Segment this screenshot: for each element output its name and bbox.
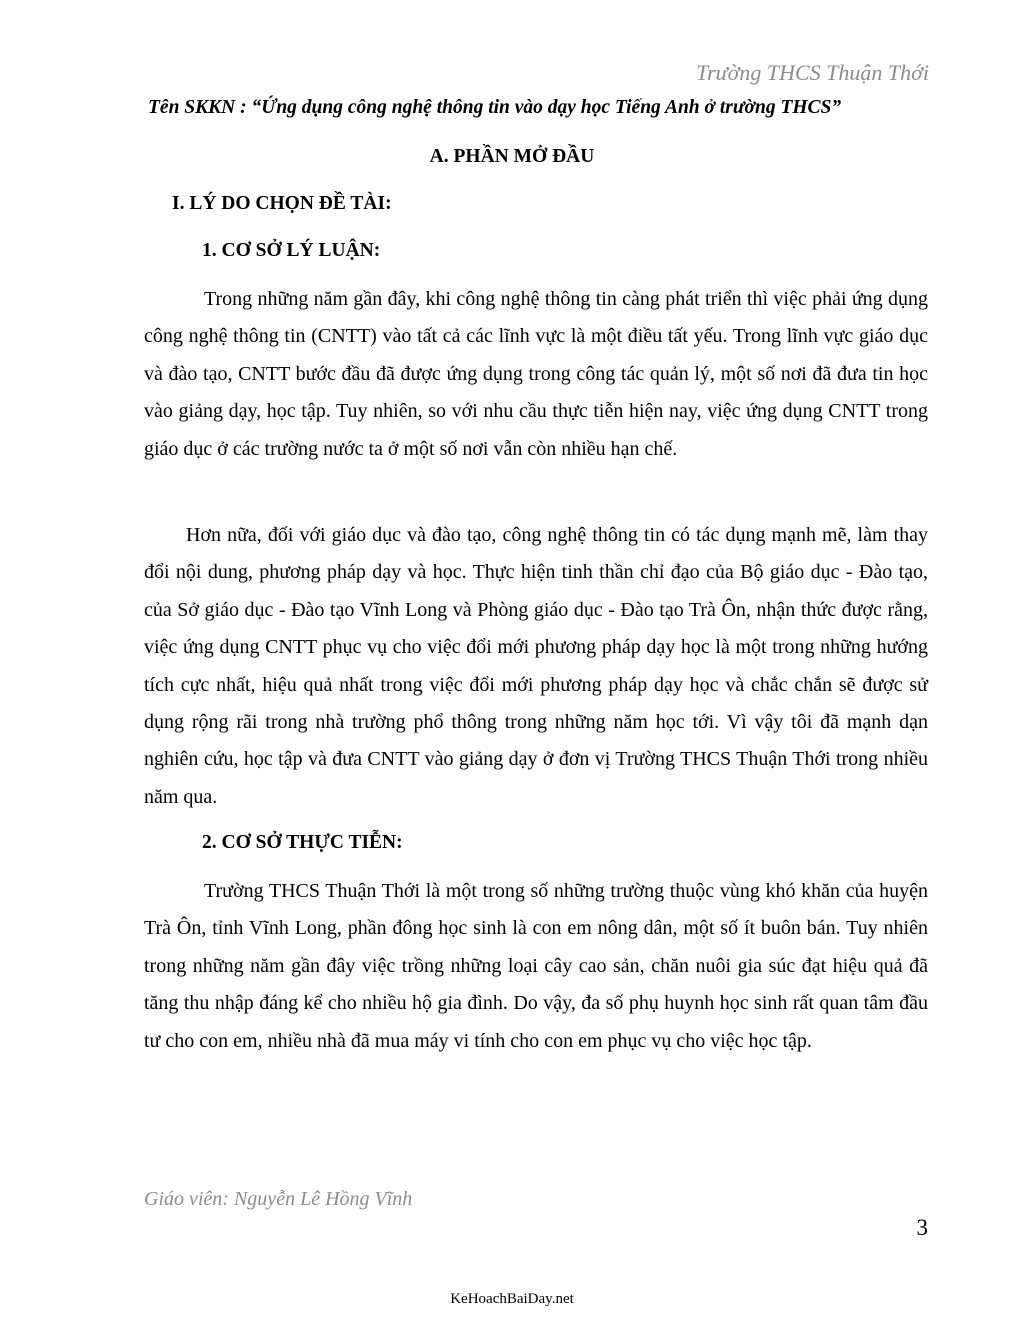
practice-heading: 2. CƠ SỞ THỰC TIỄN:	[202, 832, 403, 853]
document-title: Tên SKKN : “Ứng dụng công nghệ thông tin vào dạy học Tiếng Anh ở trường THCS”	[148, 97, 842, 118]
header-school-name: Trường THCS Thuận Thới	[696, 60, 929, 85]
practice-paragraph-1: Trường THCS Thuận Thới là một trong số những trường thuộc vùng khó khăn của huyện Trà Ôn, tỉnh Vĩnh Long, phần đông học sinh là con em nông dân, một số ít buôn bán. Tuy nhiên trong những năm gần đây việc trồng những loại cây cao sản, chăn nuôi gia súc đạt hiệu quả đã tăng thu nhập đáng kể cho nhiều hộ gia đình. Do vậy, đa số phụ huynh học sinh rất quan tâm đầu tư cho con em, nhiều nhà đã mua máy vi tính cho con em phục vụ cho việc học tập.	[144, 880, 928, 1052]
section-heading: A. PHẦN MỞ ĐẦU	[429, 146, 595, 167]
footer-teacher: Giáo viên: Nguyễn Lê Hồng Vĩnh	[144, 1188, 413, 1210]
theory-paragraph-2: Hơn nữa, đối với giáo dục và đào tạo, công nghệ thông tin có tác dụng mạnh mẽ, làm thay đổi nội dung, phương pháp dạy và học. Thực hiện tinh thần chỉ đạo của Bộ giáo dục - Đào tạo, của Sở giáo dục - Đào tạo Vĩnh Long và Phòng giáo dục - Đào tạo Trà Ôn, nhận thức được rằng, việc ứng dụng CNTT phục vụ cho việc đổi mới phương pháp dạy học là một trong những hướng tích cực nhất, hiệu quả nhất trong việc đổi mới phương pháp dạy học và chắc chắn sẽ được sử dụng rộng rãi trong nhà trường phổ thông trong những năm học tới. Vì vậy tôi đã mạnh dạn nghiên cứu, học tập và đưa CNTT vào giảng dạy ở đơn vị Trường THCS Thuận Thới trong nhiều năm qua.	[144, 524, 928, 808]
theory-paragraph-1: Trong những năm gần đây, khi công nghệ thông tin càng phát triển thì việc phải ứng dụng công nghệ thông tin (CNTT) vào tất cả các lĩnh vực là một điều tất yếu. Trong lĩnh vực giáo dục và đào tạo, CNTT bước đầu đã được ứng dụng trong công tác quản lý, một số nơi đã đưa tin học vào giảng dạy, học tập. Tuy nhiên, so với nhu cầu thực tiễn hiện nay, việc ứng dụng CNTT trong giáo dục ở các trường nước ta ở một số nơi vẫn còn nhiều hạn chế.	[144, 288, 928, 460]
subsection-heading: I. LÝ DO CHỌN ĐỀ TÀI:	[172, 193, 392, 214]
theory-heading: 1. CƠ SỞ LÝ LUẬN:	[202, 240, 381, 261]
watermark-link[interactable]: KeHoachBaiDay.net	[450, 1291, 574, 1307]
page-number: 3	[916, 1215, 928, 1240]
